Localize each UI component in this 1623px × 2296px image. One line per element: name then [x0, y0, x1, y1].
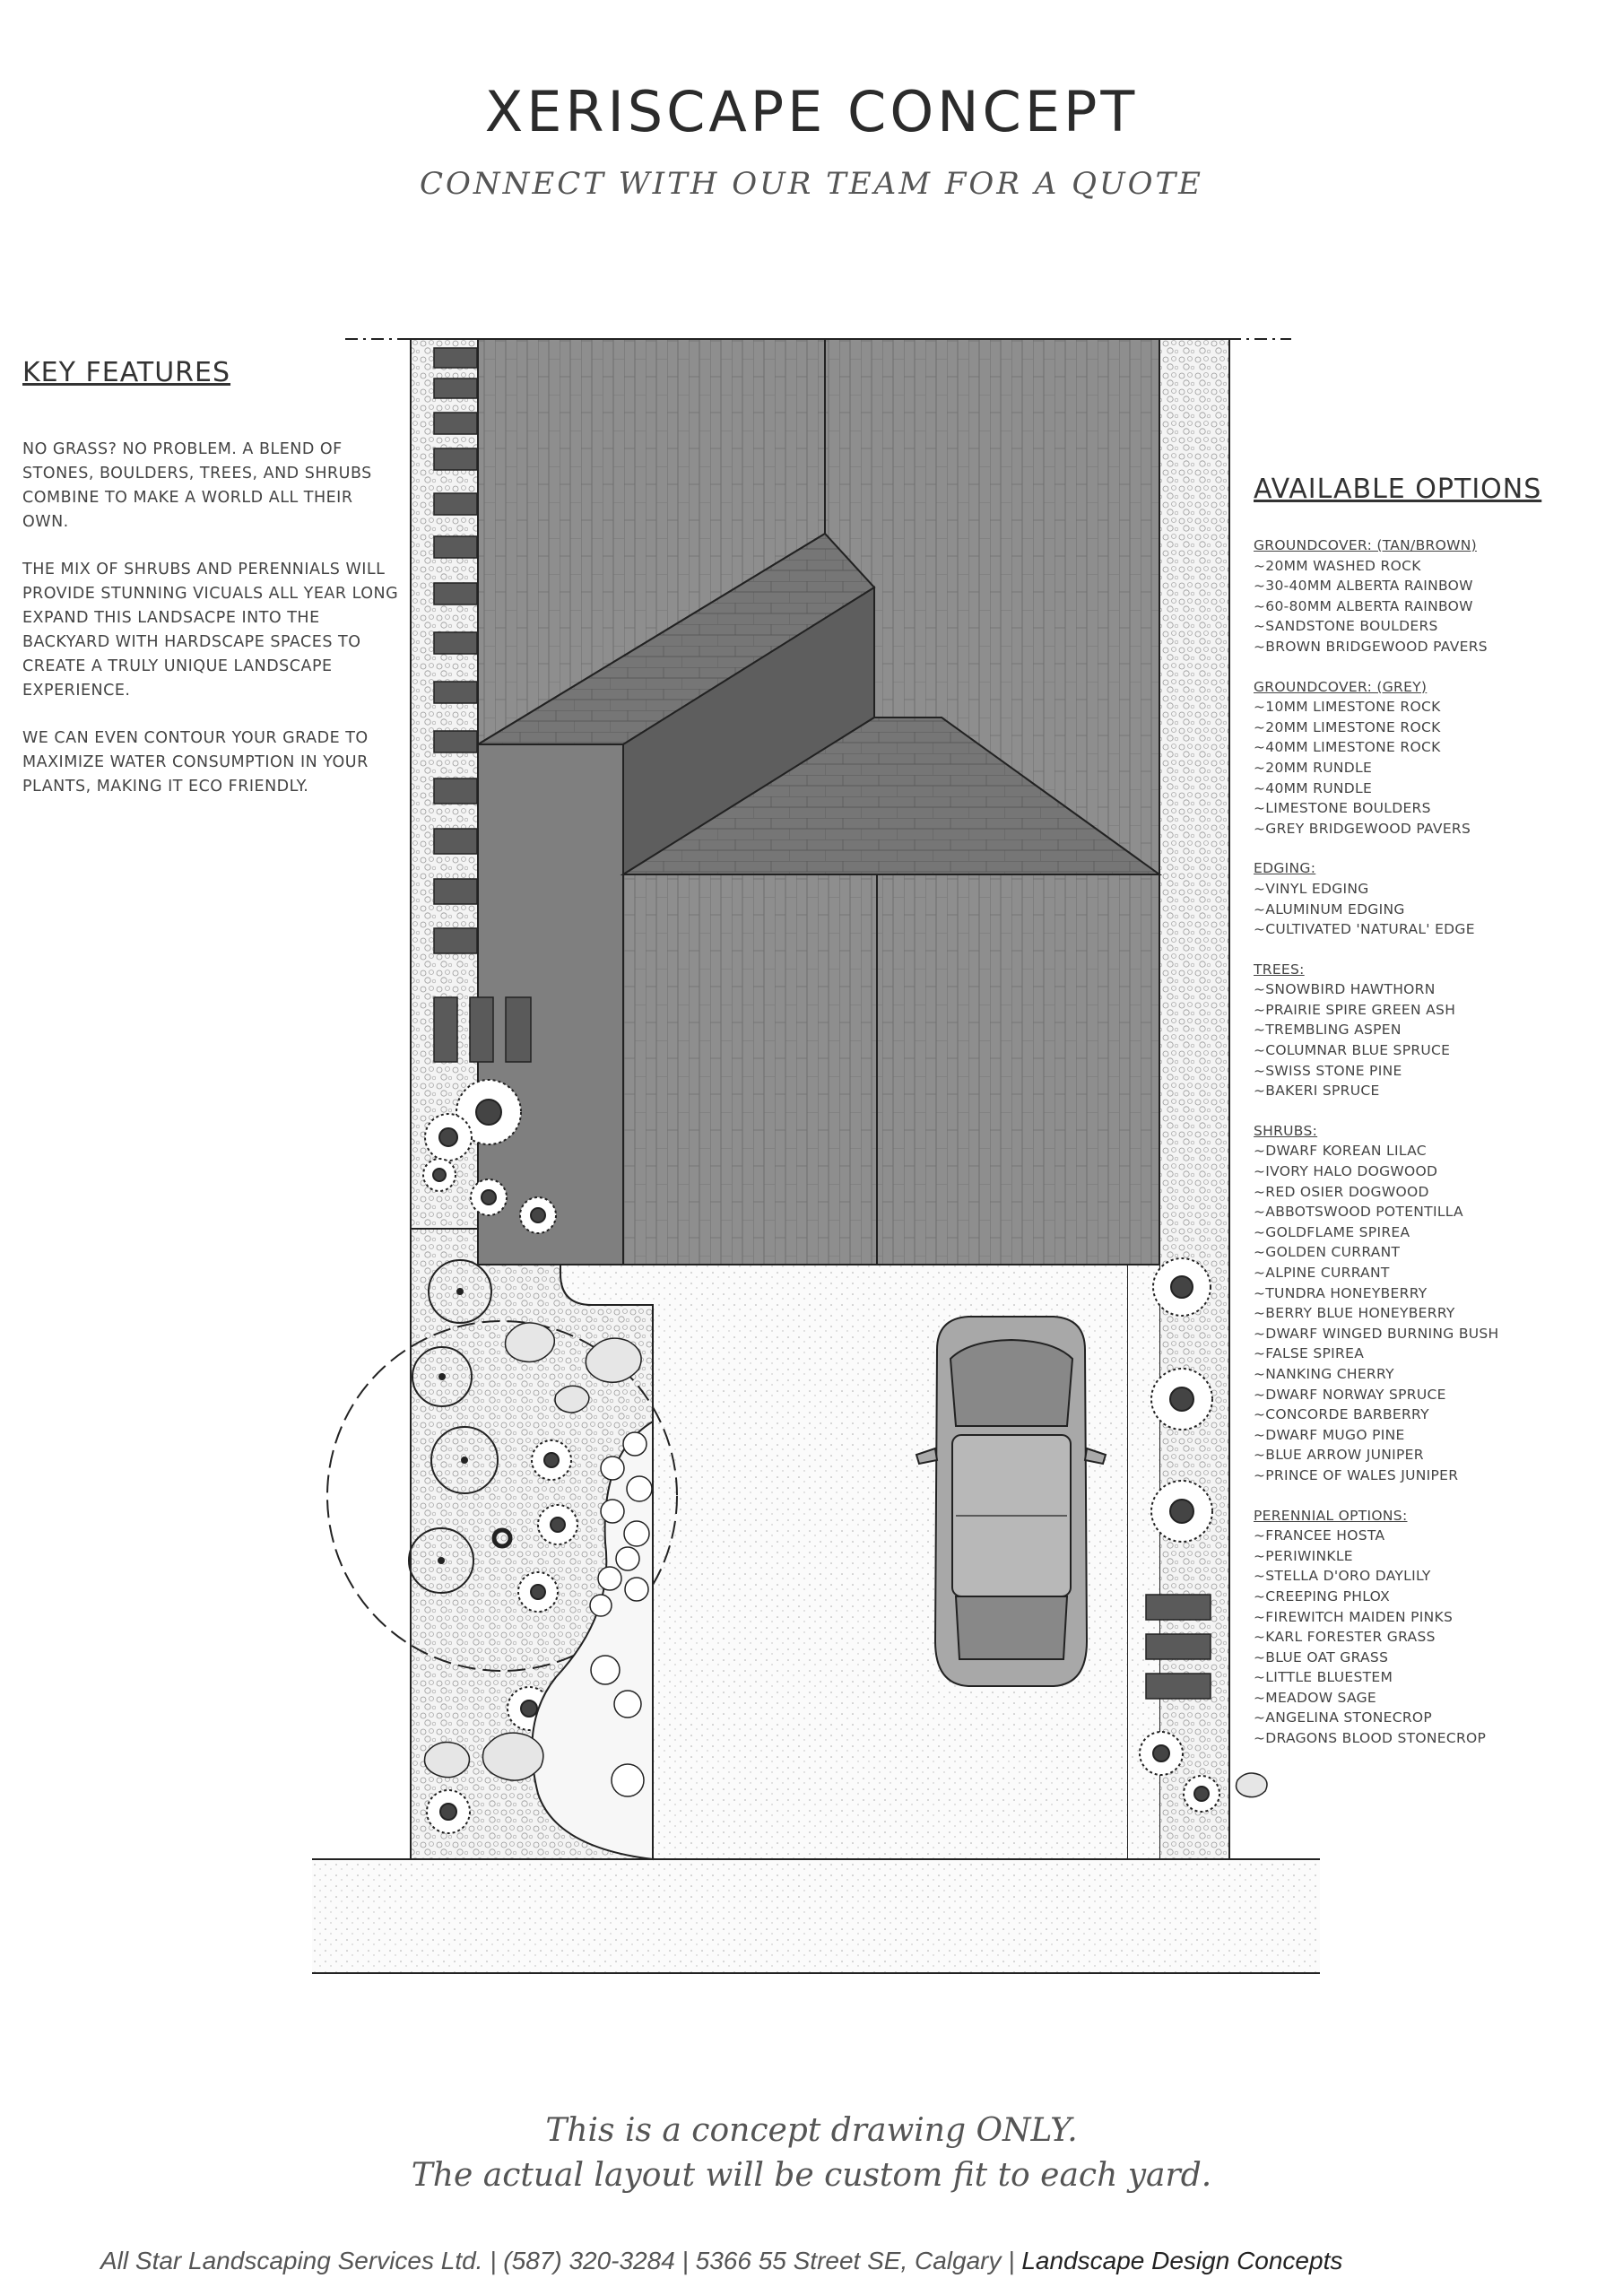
option-item: ~ALPINE CURRANT: [1254, 1265, 1390, 1281]
option-item: ~BLUE ARROW JUNIPER: [1254, 1447, 1424, 1464]
footer: [100, 2247, 1342, 2275]
footer-separator: |: [674, 2247, 696, 2274]
option-item: ~GREY BRIDGEWOOD PAVERS: [1254, 820, 1471, 837]
option-item: ~DWARF NORWAY SPRUCE: [1254, 1386, 1446, 1403]
option-item: ~SANDSTONE BOULDERS: [1254, 618, 1438, 635]
concept-note: The actual layout will be custom fit to each yard.: [411, 2157, 1212, 2194]
option-item: ~PRAIRIE SPIRE GREEN ASH: [1254, 1001, 1456, 1018]
option-item: ~60-80MM ALBERTA RAINBOW: [1254, 597, 1473, 614]
option-item: ~RED OSIER DOGWOOD: [1254, 1183, 1429, 1200]
option-item: ~30-40MM ALBERTA RAINBOW: [1254, 578, 1473, 595]
option-item: ~10MM LIMESTONE ROCK: [1254, 699, 1441, 716]
option-item: ~CULTIVATED 'NATURAL' EDGE: [1254, 921, 1475, 938]
option-item: ~BAKERI SPRUCE: [1254, 1083, 1380, 1100]
option-group-heading: PERENNIAL OPTIONS:: [1254, 1507, 1408, 1524]
option-item: ~KARL FORESTER GRASS: [1254, 1629, 1436, 1646]
stepping-stones-right: [1146, 1595, 1211, 1699]
option-item: ~BROWN BRIDGEWOOD PAVERS: [1254, 638, 1488, 655]
page-subtitle: CONNECT WITH OUR TEAM FOR A QUOTE: [420, 166, 1203, 202]
option-item: ~PRINCE OF WALES JUNIPER: [1254, 1466, 1459, 1483]
option-item: ~GOLDEN CURRANT: [1254, 1244, 1401, 1261]
option-item: ~SWISS STONE PINE: [1254, 1062, 1402, 1079]
option-item: ~20MM LIMESTONE ROCK: [1254, 718, 1441, 735]
key-features-heading: KEY FEATURES: [22, 357, 231, 388]
car: [916, 1317, 1106, 1686]
option-group-heading: GROUNDCOVER: (TAN/BROWN): [1254, 537, 1477, 553]
option-item: ~DRAGONS BLOOD STONECROP: [1254, 1730, 1487, 1747]
house-roof: [478, 339, 1159, 1265]
option-item: ~IVORY HALO DOGWOOD: [1254, 1163, 1438, 1180]
option-item: ~COLUMNAR BLUE SPRUCE: [1254, 1042, 1451, 1059]
option-item: ~40MM RUNDLE: [1254, 779, 1373, 796]
front-sidewalk: [312, 1859, 1320, 1973]
company-name: All Star Landscaping Services Ltd.: [100, 2247, 483, 2274]
footer-separator: |: [1001, 2247, 1022, 2274]
tagline: Landscape Design Concepts: [1021, 2247, 1343, 2274]
option-item: ~CREEPING PHLOX: [1254, 1587, 1391, 1605]
concept-note: This is a concept drawing ONLY.: [545, 2112, 1078, 2149]
option-item: ~FALSE SPIREA: [1254, 1345, 1365, 1362]
available-options-heading: AVAILABLE OPTIONS: [1254, 474, 1542, 505]
option-item: ~ABBOTSWOOD POTENTILLA: [1254, 1204, 1463, 1221]
address: 5366 55 Street SE, Calgary: [695, 2247, 1002, 2274]
option-item: ~ALUMINUM EDGING: [1254, 900, 1405, 918]
option-item: ~BERRY BLUE HONEYBERRY: [1254, 1305, 1455, 1322]
option-item: ~FRANCEE HOSTA: [1254, 1527, 1385, 1544]
option-item: ~PERIWINKLE: [1254, 1547, 1353, 1564]
option-item: ~BLUE OAT GRASS: [1254, 1648, 1389, 1665]
option-item: ~VINYL EDGING: [1254, 880, 1369, 897]
option-item: ~DWARF WINGED BURNING BUSH: [1254, 1325, 1499, 1342]
option-item: ~MEADOW SAGE: [1254, 1689, 1377, 1706]
page-title: XERISCAPE CONCEPT: [484, 79, 1139, 144]
option-item: ~NANKING CHERRY: [1254, 1365, 1394, 1382]
option-item: ~LITTLE BLUESTEM: [1254, 1669, 1393, 1686]
option-group-heading: GROUNDCOVER: (GREY): [1254, 678, 1428, 695]
option-item: ~20MM RUNDLE: [1254, 759, 1373, 776]
phone-number[interactable]: (587) 320-3284: [503, 2247, 675, 2274]
option-item: ~FIREWITCH MAIDEN PINKS: [1254, 1608, 1454, 1625]
footer-separator: |: [482, 2247, 504, 2274]
option-item: ~DWARF KOREAN LILAC: [1254, 1143, 1427, 1160]
option-item: ~ANGELINA STONECROP: [1254, 1709, 1433, 1726]
option-item: ~CONCORDE BARBERRY: [1254, 1406, 1429, 1423]
option-item: ~SNOWBIRD HAWTHORN: [1254, 981, 1436, 998]
option-item: ~20MM WASHED ROCK: [1254, 557, 1421, 574]
option-item: ~LIMESTONE BOULDERS: [1254, 800, 1431, 817]
option-item: ~TREMBLING ASPEN: [1254, 1022, 1402, 1039]
option-item: ~TUNDRA HONEYBERRY: [1254, 1284, 1428, 1301]
option-item: ~40MM LIMESTONE ROCK: [1254, 739, 1441, 756]
option-item: ~GOLDFLAME SPIREA: [1254, 1223, 1410, 1240]
key-features-paragraph: THE MIX OF SHRUBS AND PERENNIALS WILL PROVIDE STUNNING VICUALS ALL YEAR LONG EXPAND THIS LANDSACPE INTO THE BACKYARD WITH HARDSCAPE SPACES TO CREATE A TRULY UNIQUE LANDSCAPE EXPERIENCE.: [22, 561, 399, 700]
right-gravel-strip: [1159, 339, 1229, 1859]
key-features-paragraph: NO GRASS? NO PROBLEM. A BLEND OF STONES, BOULDERS, TREES, AND SHRUBS COMBINE TO MAKE A WORLD ALL THEIR OWN.: [22, 440, 372, 531]
option-group-heading: EDGING:: [1254, 860, 1316, 877]
key-features-paragraph: WE CAN EVEN CONTOUR YOUR GRADE TO MAXIMIZE WATER CONSUMPTION IN YOUR PLANTS, MAKING IT ECO FRIENDLY.: [22, 729, 369, 796]
option-item: ~DWARF MUGO PINE: [1254, 1426, 1405, 1443]
option-group-heading: SHRUBS:: [1254, 1122, 1318, 1139]
option-item: ~STELLA D'ORO DAYLILY: [1254, 1568, 1431, 1585]
option-group-heading: TREES:: [1254, 961, 1305, 978]
